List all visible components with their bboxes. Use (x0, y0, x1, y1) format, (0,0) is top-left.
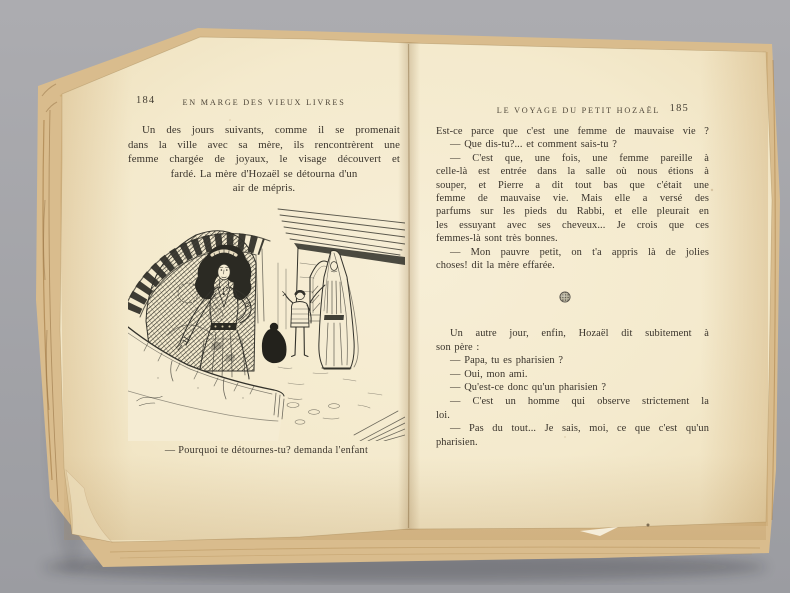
text-line: les essuyant avec ses cheveux... Je crois que ces (436, 219, 709, 231)
text-line: — Pas du tout... Je sais, moi, ce que c'est qu'un (450, 423, 709, 435)
text-line: Un autre jour, enfin, Hozaël dit subitement à (450, 328, 709, 339)
text-line: parfums sur les pieds du Rabbi, et elle pleurait en (436, 206, 709, 218)
text-line: choses! dit la mère effarée. (436, 260, 555, 272)
text-line: femme chargée de joyaux, le visage découvert et (128, 153, 400, 165)
text-line: — Mon pauvre petit, on t'a appris là de jolies (450, 246, 709, 258)
right-page-paragraph-2 (436, 327, 709, 449)
page-number: 184 (136, 95, 156, 106)
text-line: — Oui, mon ami. (450, 368, 528, 380)
text-line: — Qu'est-ce donc qu'un pharisien ? (450, 382, 607, 394)
text-line: celle-là est entrée dans la salle où nous étions à (436, 166, 709, 178)
page-number: 185 (669, 103, 689, 114)
right-page-paragraph-1 (436, 125, 709, 272)
text-line: dans la ville avec sa mère, ils rencontrèrent une (128, 138, 400, 151)
text-line: fardé. La mère d'Hozaël se détourna d'un (170, 167, 358, 180)
right-page-header (436, 105, 709, 118)
illustration-caption: — Pourquoi te détournes-tu? demanda l'enfant (164, 445, 369, 456)
section-ornament-icon (428, 290, 701, 308)
text-line: femmes-là sont très bonnes. (436, 233, 558, 245)
text-line: souper, et Pierre a dit tout bas que c'était une (436, 179, 709, 191)
text-line: femme de mauvaise vie. Mais elle a versé des (436, 193, 709, 205)
left-page-paragraph (128, 123, 400, 196)
text-line: Est-ce parce que c'est une femme de mauvaise vie ? (436, 126, 709, 137)
text-line: loi. (436, 409, 450, 421)
text-line: air de mépris. (232, 182, 296, 194)
illustration-drawing (128, 193, 405, 441)
text-line: son père : (436, 341, 480, 353)
text-line: — Que dis-tu?... et comment sais-tu ? (450, 139, 617, 151)
running-title: EN MARGE DES VIEUX LIVRES (182, 98, 346, 107)
text-line: pharisien. (436, 436, 478, 448)
text-line: Un des jours suivants, comme il se promenait (142, 124, 400, 136)
text-line: — C'est que, une fois, une femme pareille à (450, 152, 709, 164)
text-line: — C'est un homme qui observe strictement la (450, 395, 709, 407)
text-line: — Papa, tu es pharisien ? (450, 355, 564, 367)
left-page-header (128, 97, 400, 110)
illustration-street-scene (128, 193, 405, 441)
running-title: LE VOYAGE DU PETIT HOZAËL (496, 106, 661, 115)
